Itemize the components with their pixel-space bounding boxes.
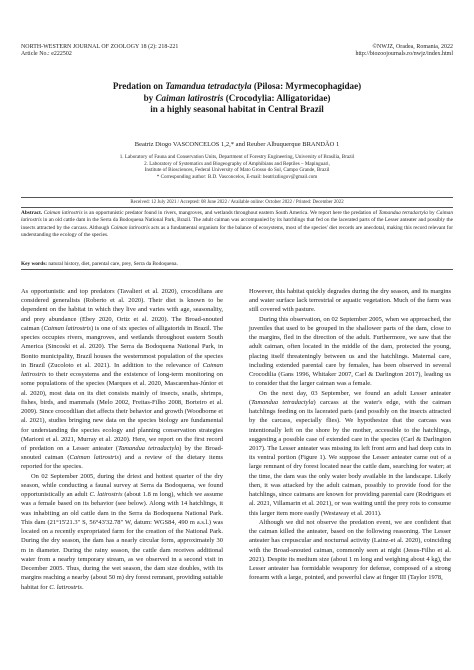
title-line-1: Predation on Tamandua tetradactyla (Pilosa: Myrmecophagidae) <box>112 81 362 91</box>
affiliation-2-cont: Institute of Biosciences, Federal University of Mato Grosso do Sul, Campo Grande, Brazil <box>144 167 330 174</box>
abstract: Abstract. Caiman latirostris is an opportunistic predator found in rivers, mangroves, and wetlands throughout eastern South America. We report here the predation of Tamandua tetradactyla by Caiman latirostris in an old cattle dam in the Serra da Bodoquena National Park, Brazil. The adult caiman was accompanied by its hatchlings that fed on the lacerated parts of the Lesser anteater and possibly the insects attracted by the carcass. Although Caiman latirostris acts as a fundamental organism for the balance of ecosystems, most of the species' diet records are anecdotal, making this record relevant for understanding the ecology of the species. <box>21 210 453 238</box>
divider-top <box>21 197 453 198</box>
body-column-left <box>21 287 223 592</box>
keywords: Key words: natural history, diet, parental care, prey, Serra da Bodoquena. <box>21 261 178 267</box>
paragraph-observation-site: On 02 September 2005, during the driest and hottest quarter of the dry season, while conducting a faunal survey at Serra da Bodoquena, we found opportunistically an adult C. latirostris (about 1.8 m long), which we assume was a female based on its behavior (see below). Along with 14 hatchlings, it was inhabiting an old cattle dam in the Serra da Bodoquena National Park. This dam (21°15'21.3" S, 56°43'32.78" W, datum: WGS84, 490 m a.s.l.) was located on a recently expropriated farm for the creation of the National Park. During the dry season, the dam has a nearly circular form, approximately 30 m in diameter. During the rainy season, the cattle dam receives additional water from a nearby temporary stream, as we observed in a second visit in December 2005. Thus, during the wet season, the dam size doubles, with its margins reaching a nearby (about 50 m) dry forest remnant, providing suitable habitat for C. latirostris. <box>21 472 223 591</box>
article-title <box>21 81 453 116</box>
header-right <box>355 44 453 59</box>
paragraph-habitat: However, this habitat quickly degrades during the dry season, and its margins and water surface lack terrestrial or aquatic vegetation. Much of the farm was still covered with pasture. <box>249 288 451 314</box>
journal-url[interactable]: http://biozoojournals.ro/nwjz/index.html <box>355 51 453 58</box>
divider-dates <box>21 207 453 208</box>
keywords-label: Key words: <box>21 261 48 267</box>
paragraph-carcass: On the next day, 03 September, we found an adult Lesser anteater (Tamandua tetradactyla) carcass at the water's edge, with the caiman hatchlings feeding on its lacerated parts (and possibly on the insects attracted by the carcass, especially flies). We hypothesize that the carcass was intentionally left on the shore by the mother, accessible to the hatchlings, suggesting a possible case of extended care in the species (Carl & Darlington 2017). The Lesser anteater was missing its left front arm and had deep cuts in its ventral portion (Figure 1). We suppose the Lesser anteater came out of a large remnant of dry forest located near the cattle dam, searching for water; at the time, the dam was the only water body available in the landscape. Likely then, it was attacked by the adult caiman, possibly to provide food for the hatchlings, since caimans are known for providing parental care (Rodrigues et al. 2021, Villamarin et al. 2021), or was waiting until the prey rots to consume this larger item more easily (Westaway et al. 2011). <box>249 389 451 517</box>
header-left <box>21 44 178 59</box>
corresponding-author: * Corresponding author: B.D. Vasconcelos, E-mail: beatrizdiogov@gmail.com <box>156 173 318 180</box>
affiliation-2: 2. Laboratory of Systematics and Biogeography of Amphibians and Reptiles – Mapinguari, <box>144 160 330 167</box>
divider-body <box>21 269 453 270</box>
publication-dates: Received: 12 July 2021 / Accepted: 08 June 2022 / Available online: October 2022 / Printed: December 2022 <box>130 200 344 205</box>
journal-header <box>21 44 453 59</box>
body-column-right <box>249 287 451 583</box>
paragraph-reasoning: Although we did not observe the predation event, we are confident that the caiman killed the anteater, based on the following reasoning. The Lesser anteater has crepuscular and nocturnal activity (Lainz-et al. 2020), coinciding with the Broad-snouted caiman, commonly seen at night (Jesus-Filho et al. 2021). Despite its medium size (about 1 m long and weighing about 4 kg), the Lesser anteater has formidable weaponry for defense, composed of a strong forearm with a large, pointed, and powerful claw at finger III (Taylor 1978, <box>249 518 451 582</box>
title-line-3: in a highly seasonal habitat in Central Brazil <box>150 104 324 115</box>
title-line-2: by Caiman latirostris (Crocodylia: Alligatoridae) <box>143 92 331 103</box>
affiliation-1: 1. Laboratory of Fauna and Conservation Units, Department of Forestry Engineering, University of Brasília, Brazil <box>119 154 355 160</box>
author-list: Beatriz Diogo VASCONCELOS 1,2,* and Reuber Albuquerque BRANDÃO 1 <box>134 141 340 148</box>
abstract-label: Abstract. <box>21 210 43 216</box>
affiliations <box>21 154 453 180</box>
article-number: Article No.: e222502 <box>21 51 72 58</box>
journal-citation: NORTH-WESTERN JOURNAL OF ZOOLOGY 18 (2): 218-221 <box>21 44 179 50</box>
paragraph-maternal-care: During this observation, on 02 September 2005, when we approached, the juveniles that used to be grouped in the shallower parts of the dam, close to the margins, fled in the direction of the adult. Furthermore, we saw that the adult caiman, often located in the middle of the dam, protected the young, placing itself threateningly between us and the hatchlings. Maternal care, including extended parental care by females, has been observed in several Crocodilia (Gans 1996, Whitaker 2007, Carl & Darlington 2017), leading us to consider that the larger caiman was a female. <box>249 315 451 388</box>
paragraph-intro: As opportunistic and top predators (Tavalieri et al. 2020), crocodilians are considered generalists (Roberto et al. 2020). Their diet is known to be dependent on the habitat in which they live and varies with age, seasonality, and prey abundance (Ebey 2020, Ortiz et al. 2020). The Broad-snouted caiman (Caiman latirostris) is one of six species of alligatorids in Brazil. The species occupies rivers, mangroves, and wetlands throughout eastern South America (Sincoski et al. 2020). The Serra da Bodoquena National Park, in Bonito municipality, Brazil houses the westernmost population of the species in Brazil (Zucoloto et al. 2021). In addition to the relevance of Caiman latirostris to their ecosystems and the existence of long-term monitoring on some populations of the species (Marques et al. 2020, Mascarenhas-Júnior et al. 2020), most data on its diet consists mainly of insects, snails, shrimps, fishes, birds, and mammals (Melo 2002, Freitas-Filho 2008, Borteiro et al. 2009). Since crocodilian diet affects their behavior and growth (Woodborne et al. 2021), studies bringing new data on the species biology are fundamental for understanding the species ecology and planning conservation strategies (Marioni et al. 2021, Murray et al. 2020). Here, we report on the first record of predation on a Lesser anteater (Tamandua tetradactyla) by the Broad-snouted caiman (Caiman latirostris) and a review of the dietary items reported for the species. <box>21 288 224 471</box>
copyright-notice: ©NWJZ, Oradea, Romania, 2022 <box>372 44 453 50</box>
